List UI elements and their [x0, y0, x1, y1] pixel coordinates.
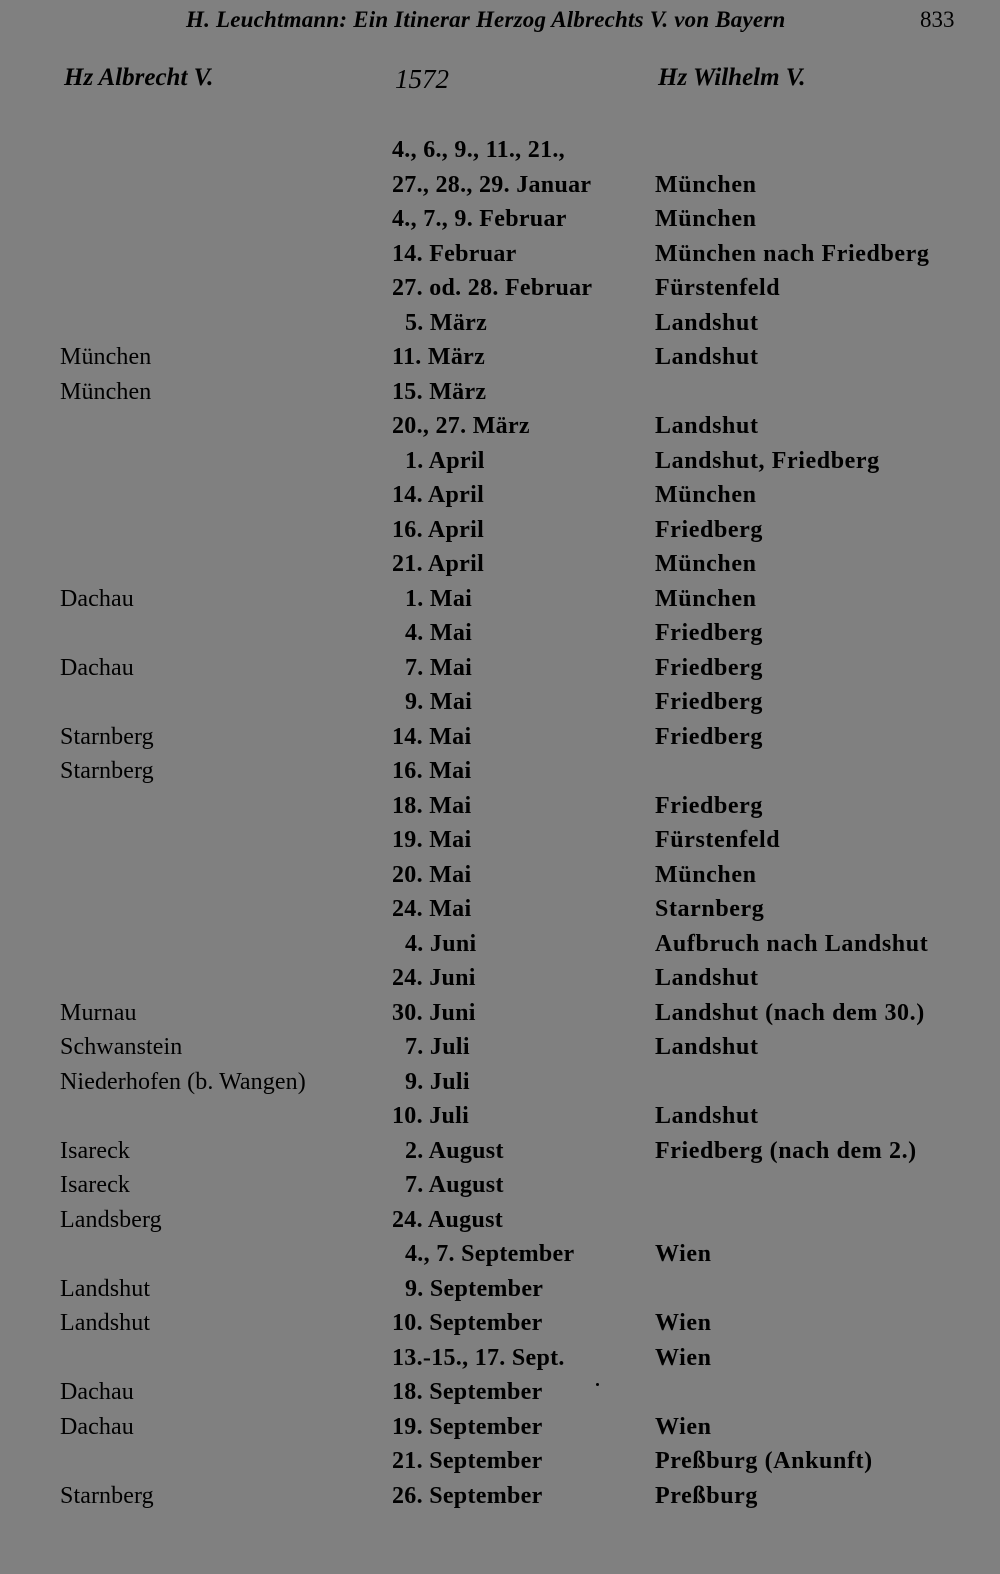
wilhelm-location: Landshut (nach dem 30.) [655, 999, 925, 1026]
print-speck [596, 1383, 599, 1386]
itinerary-row [0, 1065, 1000, 1100]
itinerary-row [0, 1479, 1000, 1514]
date-cell: 21. April [392, 551, 485, 577]
wilhelm-location: Fürstenfeld [655, 827, 781, 853]
wilhelm-location: München nach Friedberg [655, 240, 930, 267]
date-cell: 30. Juni [392, 999, 476, 1026]
date-cell: 9. Juli [405, 1068, 470, 1095]
wilhelm-location: Wien [655, 1344, 712, 1371]
itinerary-row [0, 237, 1000, 272]
wilhelm-location: Landshut [655, 309, 759, 336]
page-number: 833 [920, 7, 955, 32]
itinerary-row [0, 961, 1000, 996]
date-cell: 10. September [392, 1310, 543, 1336]
itinerary-row [0, 789, 1000, 824]
date-cell: 4. Juni [405, 930, 477, 957]
column-header-albrecht: Hz Albrecht V. [64, 64, 214, 91]
date-cell: 7. Mai [405, 654, 473, 681]
running-title: H. Leuchtmann: Ein Itinerar Herzog Albrechts V. von Bayern [186, 7, 786, 32]
wilhelm-location: Friedberg (nach dem 2.) [655, 1137, 917, 1164]
albrecht-location: München [60, 344, 152, 370]
itinerary-row [0, 996, 1000, 1031]
date-cell: 24. Mai [392, 896, 472, 922]
albrecht-location: Schwanstein [60, 1034, 183, 1060]
albrecht-location: Isareck [60, 1172, 130, 1198]
wilhelm-location: München [655, 551, 757, 577]
itinerary-row [0, 271, 1000, 306]
itinerary-row [0, 444, 1000, 479]
wilhelm-location: Starnberg [655, 896, 765, 922]
itinerary-row [0, 409, 1000, 444]
date-cell: 19. September [392, 1413, 543, 1440]
date-cell: 19. Mai [392, 827, 472, 853]
itinerary-table [0, 133, 1000, 1513]
wilhelm-location: Friedberg [655, 723, 764, 750]
itinerary-row [0, 858, 1000, 893]
albrecht-location: Dachau [60, 1379, 134, 1405]
itinerary-row [0, 616, 1000, 651]
wilhelm-location: Landshut [655, 965, 759, 991]
date-cell: 1. April [405, 447, 485, 474]
date-cell: 18. Mai [392, 792, 472, 819]
itinerary-row [0, 720, 1000, 755]
itinerary-row [0, 1237, 1000, 1272]
itinerary-row [0, 1134, 1000, 1169]
wilhelm-location: München [655, 206, 757, 232]
date-cell: 26. September [392, 1482, 543, 1509]
itinerary-row [0, 1272, 1000, 1307]
date-cell: 16. April [392, 516, 485, 543]
wilhelm-location: Friedberg [655, 654, 764, 681]
itinerary-row [0, 1375, 1000, 1410]
date-cell: 21. September [392, 1448, 543, 1474]
wilhelm-location: Aufbruch nach Landshut [655, 930, 929, 957]
itinerary-row [0, 133, 1000, 168]
itinerary-row [0, 1168, 1000, 1203]
date-cell: 4., 6., 9., 11., 21., [392, 137, 565, 163]
albrecht-location: Dachau [60, 1413, 134, 1440]
albrecht-location: Starnberg [60, 758, 154, 784]
albrecht-location: Niederhofen (b. Wangen) [60, 1068, 306, 1095]
wilhelm-location: München [655, 585, 757, 612]
wilhelm-location: Preßburg [655, 1482, 759, 1509]
date-cell: 20., 27. März [392, 413, 530, 439]
itinerary-row [0, 375, 1000, 410]
wilhelm-location: Wien [655, 1310, 712, 1336]
date-cell: 18. September [392, 1379, 543, 1405]
itinerary-row [0, 892, 1000, 927]
wilhelm-location: Fürstenfeld [655, 275, 781, 301]
date-cell: 11. März [392, 344, 486, 370]
wilhelm-location: Landshut [655, 1034, 759, 1060]
wilhelm-location: Wien [655, 1413, 712, 1440]
date-cell: 9. September [405, 1275, 544, 1302]
wilhelm-location: Landshut [655, 1103, 759, 1129]
albrecht-location: Starnberg [60, 1482, 154, 1509]
itinerary-row [0, 1099, 1000, 1134]
itinerary-row [0, 1030, 1000, 1065]
date-cell: 14. April [392, 482, 485, 508]
date-cell: 14. Februar [392, 240, 517, 267]
itinerary-row [0, 513, 1000, 548]
date-cell: 5. März [405, 309, 488, 336]
itinerary-row [0, 823, 1000, 858]
itinerary-row [0, 754, 1000, 789]
date-cell: 4., 7. September [405, 1241, 575, 1267]
date-cell: 16. Mai [392, 758, 472, 784]
wilhelm-location: Friedberg [655, 689, 764, 715]
itinerary-row [0, 478, 1000, 513]
date-cell: 2. August [405, 1137, 504, 1164]
wilhelm-location: Friedberg [655, 516, 764, 543]
date-cell: 24. August [392, 1206, 504, 1233]
date-cell: 1. Mai [405, 585, 473, 612]
itinerary-row [0, 651, 1000, 686]
column-header-year: 1572 [395, 64, 449, 94]
itinerary-row [0, 306, 1000, 341]
date-cell: 15. März [392, 378, 487, 405]
itinerary-row [0, 1444, 1000, 1479]
wilhelm-location: München [655, 171, 757, 198]
albrecht-location: München [60, 378, 152, 405]
date-cell: 7. August [405, 1172, 504, 1198]
itinerary-row [0, 582, 1000, 617]
albrecht-location: Dachau [60, 654, 134, 681]
itinerary-row [0, 168, 1000, 203]
wilhelm-location: Friedberg [655, 792, 764, 819]
date-cell: 20. Mai [392, 861, 472, 888]
itinerary-row [0, 1341, 1000, 1376]
itinerary-row [0, 1203, 1000, 1238]
date-cell: 27., 28., 29. Januar [392, 171, 592, 198]
itinerary-row [0, 1410, 1000, 1445]
date-cell: 7. Juli [405, 1034, 470, 1060]
albrecht-location: Landsberg [60, 1206, 162, 1233]
itinerary-row [0, 340, 1000, 375]
running-header [0, 7, 1000, 39]
itinerary-row [0, 1306, 1000, 1341]
albrecht-location: Starnberg [60, 723, 154, 750]
itinerary-row [0, 685, 1000, 720]
wilhelm-location: Preßburg (Ankunft) [655, 1448, 873, 1474]
albrecht-location: Landshut [60, 1310, 151, 1336]
wilhelm-location: München [655, 861, 757, 888]
date-cell: 9. Mai [405, 689, 473, 715]
column-headers [0, 64, 1000, 100]
albrecht-location: Dachau [60, 585, 134, 612]
column-header-wilhelm: Hz Wilhelm V. [658, 64, 806, 91]
wilhelm-location: München [655, 482, 757, 508]
wilhelm-location: Wien [655, 1241, 712, 1267]
wilhelm-location: Landshut, Friedberg [655, 447, 880, 474]
itinerary-row [0, 547, 1000, 582]
date-cell: 24. Juni [392, 965, 476, 991]
albrecht-location: Landshut [60, 1275, 151, 1302]
albrecht-location: Isareck [60, 1137, 130, 1164]
date-cell: 4. Mai [405, 620, 473, 646]
itinerary-row [0, 927, 1000, 962]
itinerary-row [0, 202, 1000, 237]
wilhelm-location: Landshut [655, 344, 759, 370]
date-cell: 27. od. 28. Februar [392, 275, 593, 301]
date-cell: 4., 7., 9. Februar [392, 206, 567, 232]
date-cell: 14. Mai [392, 723, 472, 750]
date-cell: 10. Juli [392, 1103, 470, 1129]
wilhelm-location: Friedberg [655, 620, 764, 646]
date-cell: 13.-15., 17. Sept. [392, 1344, 565, 1371]
wilhelm-location: Landshut [655, 413, 759, 439]
albrecht-location: Murnau [60, 999, 137, 1026]
